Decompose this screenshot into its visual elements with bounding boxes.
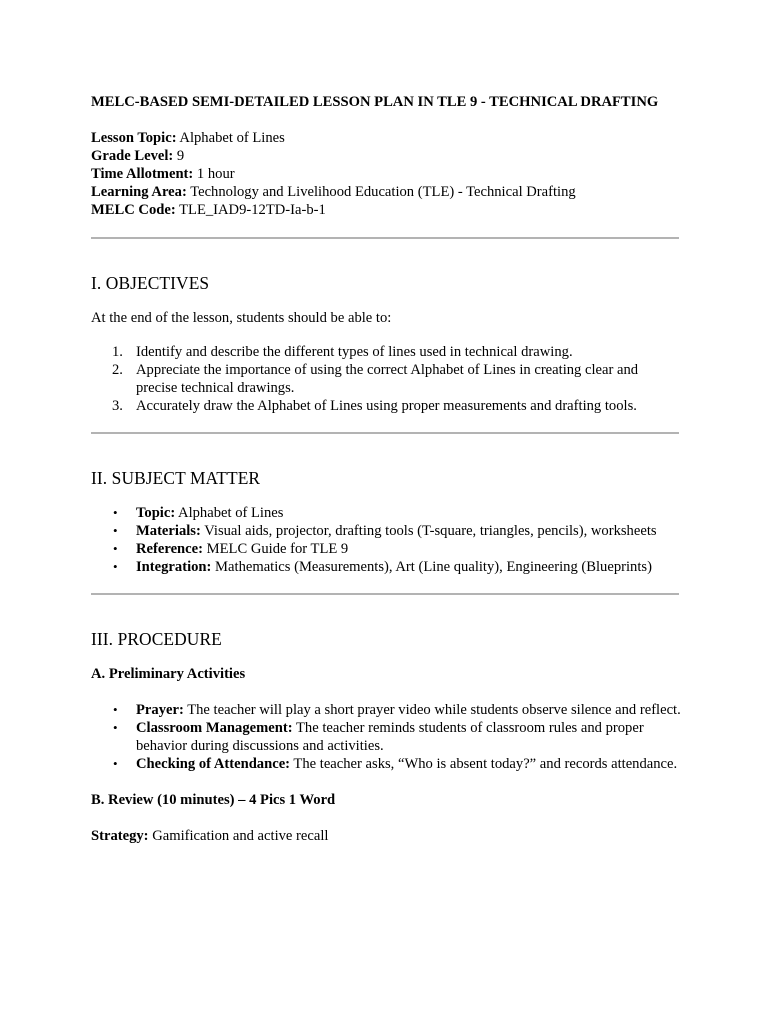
list-item [91, 397, 681, 415]
item-value: Alphabet of Lines [175, 505, 284, 521]
item-value: MELC Guide for TLE 9 [202, 541, 349, 557]
section-divider [91, 593, 679, 595]
meta-grade-level [91, 147, 681, 165]
meta-label: MELC Code: [91, 202, 176, 218]
bullet-icon: • [113, 702, 118, 717]
list-item [91, 361, 681, 397]
meta-label: Lesson Topic: [91, 130, 177, 146]
meta-value: TLE_IAD9-12TD-Ia-b-1 [175, 202, 326, 218]
meta-lesson-topic [91, 129, 681, 147]
objectives-heading: I. OBJECTIVES [91, 273, 210, 293]
meta-label: Grade Level: [91, 148, 174, 164]
bullet-icon: • [113, 756, 118, 771]
item-value: The teacher will play a short prayer video while students observe silence and reflect. [183, 702, 681, 718]
list-item [91, 504, 681, 522]
meta-value: Alphabet of Lines [176, 130, 285, 146]
meta-melc-code [91, 201, 681, 219]
strategy-line [91, 827, 681, 845]
meta-value: 9 [173, 148, 185, 164]
bullet-icon: • [113, 720, 118, 735]
item-label: Topic: [136, 505, 176, 521]
item-value: The teacher reminds students of classroom rules and proper behavior during discussions and activities. [136, 720, 644, 754]
subject-matter-list [91, 504, 681, 576]
list-item [91, 701, 681, 719]
item-label: Classroom Management: [136, 720, 293, 736]
item-label: Checking of Attendance: [136, 756, 291, 772]
section-divider [91, 432, 679, 434]
preliminary-activities-heading: A. Preliminary Activities [91, 666, 246, 682]
document-page [91, 93, 681, 845]
item-value: Visual aids, projector, drafting tools (T-square, triangles, pencils), worksheets [200, 523, 657, 539]
list-item [91, 755, 681, 773]
list-item [91, 558, 681, 576]
item-label: Prayer: [136, 702, 184, 718]
bullet-icon: • [113, 559, 118, 574]
meta-time-allotment [91, 165, 681, 183]
strategy-label: Strategy: [91, 828, 149, 844]
item-label: Materials: [136, 523, 201, 539]
item-label: Integration: [136, 559, 212, 575]
item-value: The teacher asks, “Who is absent today?” and records attendance. [290, 756, 678, 772]
meta-value: 1 hour [193, 166, 235, 182]
meta-label: Time Allotment: [91, 166, 194, 182]
subject-matter-heading: II. SUBJECT MATTER [91, 468, 261, 488]
list-number: 3. [112, 398, 123, 414]
list-item-text: Accurately draw the Alphabet of Lines using proper measurements and drafting tools. [136, 398, 637, 414]
strategy-value: Gamification and active recall [148, 828, 329, 844]
review-heading: B. Review (10 minutes) – 4 Pics 1 Word [91, 792, 336, 808]
preliminary-activities-list [91, 701, 681, 773]
section-divider [91, 237, 679, 239]
lesson-meta [91, 129, 681, 219]
procedure-heading: III. PROCEDURE [91, 629, 222, 649]
meta-value: Technology and Livelihood Education (TLE) - Technical Drafting [186, 184, 576, 200]
item-value: Mathematics (Measurements), Art (Line quality), Engineering (Blueprints) [211, 559, 652, 575]
item-label: Reference: [136, 541, 203, 557]
document-title: MELC-BASED SEMI-DETAILED LESSON PLAN IN TLE 9 - TECHNICAL DRAFTING [91, 94, 659, 110]
list-number: 2. [112, 362, 123, 378]
objectives-list [91, 343, 681, 415]
list-item [91, 540, 681, 558]
list-item-text: Identify and describe the different types of lines used in technical drawing. [136, 344, 573, 360]
meta-label: Learning Area: [91, 184, 187, 200]
meta-learning-area [91, 183, 681, 201]
list-item [91, 719, 681, 755]
bullet-icon: • [113, 541, 118, 556]
list-number: 1. [112, 344, 123, 360]
list-item [91, 522, 681, 540]
list-item [91, 343, 681, 361]
bullet-icon: • [113, 505, 118, 520]
list-item-text: Appreciate the importance of using the correct Alphabet of Lines in creating clear and precise technical drawings. [136, 362, 639, 396]
bullet-icon: • [113, 523, 118, 538]
objectives-intro: At the end of the lesson, students should be able to: [91, 310, 392, 326]
